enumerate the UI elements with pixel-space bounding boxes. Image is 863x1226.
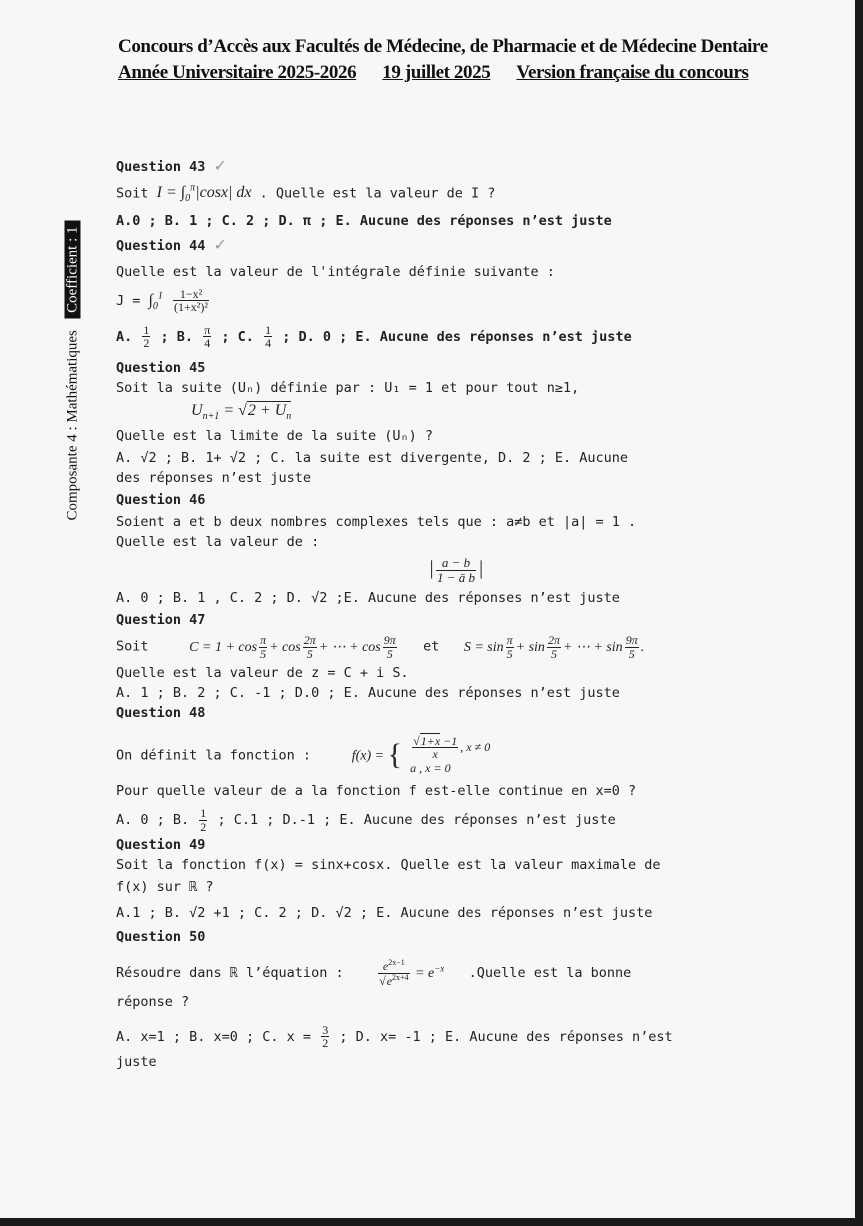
question-45-answers1: A. √2 ; B. 1+ √2 ; C. la suite est divergente, D. 2 ; E. Aucune [116, 450, 629, 467]
questions-list [116, 150, 796, 1070]
exam-version: Version française du concours [516, 62, 749, 83]
question-50-text2: réponse ? [116, 993, 190, 1010]
question-46-expression: | $\frac{a - b}{\text{1 − ā b}}$ | [428, 555, 484, 585]
question-47-answers: A. 1 ; B. 2 ; C. -1 ; D.0 ; E. Aucune des réponses n’est juste [116, 684, 620, 701]
question-46-text2: Quelle est la valeur de : [116, 534, 320, 551]
question-49-text2: f(x) sur ℝ ? [116, 879, 214, 896]
exam-header [118, 36, 818, 84]
academic-year: Année Universitaire 2025-2026 [118, 62, 357, 83]
question-48-text2: Pour quelle valeur de a la fonction f est-elle continue en x=0 ? [116, 783, 637, 800]
question-43-text: Soit $I = \int_0^\pi|\cos x|$ dx . Quelle est la valeur de I ? [116, 183, 496, 205]
check-mark-icon: ✓ [213, 156, 227, 175]
exam-date: 19 juillet 2025 [382, 62, 491, 83]
question-48-text1: On définit la fonction : f(x) = { $\frac{√1+x -1}{x}$ , x ≠ 0 a , x = 0 [116, 733, 491, 775]
coefficient-label: Coefficient : 1 [65, 220, 81, 318]
question-49-text1: Soit la fonction f(x) = sinx+cosx. Quelle est la valeur maximale de [116, 857, 661, 874]
side-label-text [65, 81, 82, 521]
question-50-title: Question 50 [116, 929, 206, 946]
question-50-text1: Résoudre dans ℝ l’équation : $\frac{e^{2x-1}}{√e^{2x+4}}$ = $e^{-x}$ .Quelle est la bonne [116, 958, 632, 988]
question-46-text1: Soient a et b deux nombres complexes tels que : a≠b et |a| = 1 . [116, 514, 637, 531]
question-49-answers: A.1 ; B. √2 +1 ; C. 2 ; D. √2 ; E. Aucune des réponses n’est juste [116, 905, 653, 922]
question-46-title: Question 46 [116, 492, 206, 509]
question-47-text2: Quelle est la valeur de z = C + i S. [116, 664, 409, 681]
question-44-answers: A. $\frac{1}{2}$ ; B. $\frac{\pi}{4}$ ; C. $\frac{1}{4}$ ; D. 0 ; E. Aucune des réponses n’est juste [116, 322, 632, 351]
question-45-recurrence: $U_{n+1} = √2 + U_n$ [191, 401, 292, 423]
question-46-answers: A. 0 ; B. 1 , C. 2 ; D. √2 ;E. Aucune des réponses n’est juste [116, 590, 620, 607]
question-45-title: Question 45 [116, 359, 206, 376]
header-subtitle [118, 62, 818, 84]
question-47-text1: Soit C = 1 + cos $\frac{\pi}{5}$ + cos $\frac{2\pi}{5}$ + ⋯ + cos $\frac{9\pi}{5}$ et S = sin $\frac{\pi}{5}$ + sin $\frac{2\pi}{5}$ + ⋯ + sin $\frac{9\pi}{5}$ . [116, 633, 645, 661]
question-43-answers: A.0 ; B. 1 ; C. 2 ; D. π ; E. Aucune des réponses n’est juste [116, 212, 612, 229]
composante-label: Composante 4 : Mathématiques [64, 330, 81, 521]
question-49-title: Question 49 [116, 837, 206, 854]
question-45-text1: Soit la suite (Uₙ) définie par : U₁ = 1 et pour tout n≥1, [116, 379, 580, 396]
question-43-title: Question 43 ✓ [116, 156, 227, 175]
question-44-integral: $J = \int_0^1$ $\frac{\text{1−x²}}{\text{(1+x²)²}}$ [116, 286, 209, 315]
question-48-answers: A. 0 ; B. $\frac{1}{2}$ ; C.1 ; D.-1 ; E. Aucune des réponses n’est juste [116, 806, 616, 834]
question-45-answers2: des réponses n’est juste [116, 470, 312, 487]
check-mark-icon: ✓ [213, 234, 227, 254]
question-44-title: Question 44 ✓ [116, 234, 227, 254]
question-45-text2: Quelle est la limite de la suite (Uₙ) ? [116, 428, 433, 445]
question-48-title: Question 48 [116, 704, 206, 721]
header-title: Concours d’Accès aux Facultés de Médecine, de Pharmacie et de Médecine Dentaire [118, 36, 768, 57]
question-47-title: Question 47 [116, 612, 206, 629]
question-44-text: Quelle est la valeur de l'intégrale définie suivante : [116, 263, 555, 280]
question-50-answers-end: juste [116, 1053, 157, 1070]
question-50-answers: A. x=1 ; B. x=0 ; C. x = $\frac{3}{2}$ ; D. x= -1 ; E. Aucune des réponses n’est [116, 1022, 673, 1051]
side-label [50, 92, 96, 532]
